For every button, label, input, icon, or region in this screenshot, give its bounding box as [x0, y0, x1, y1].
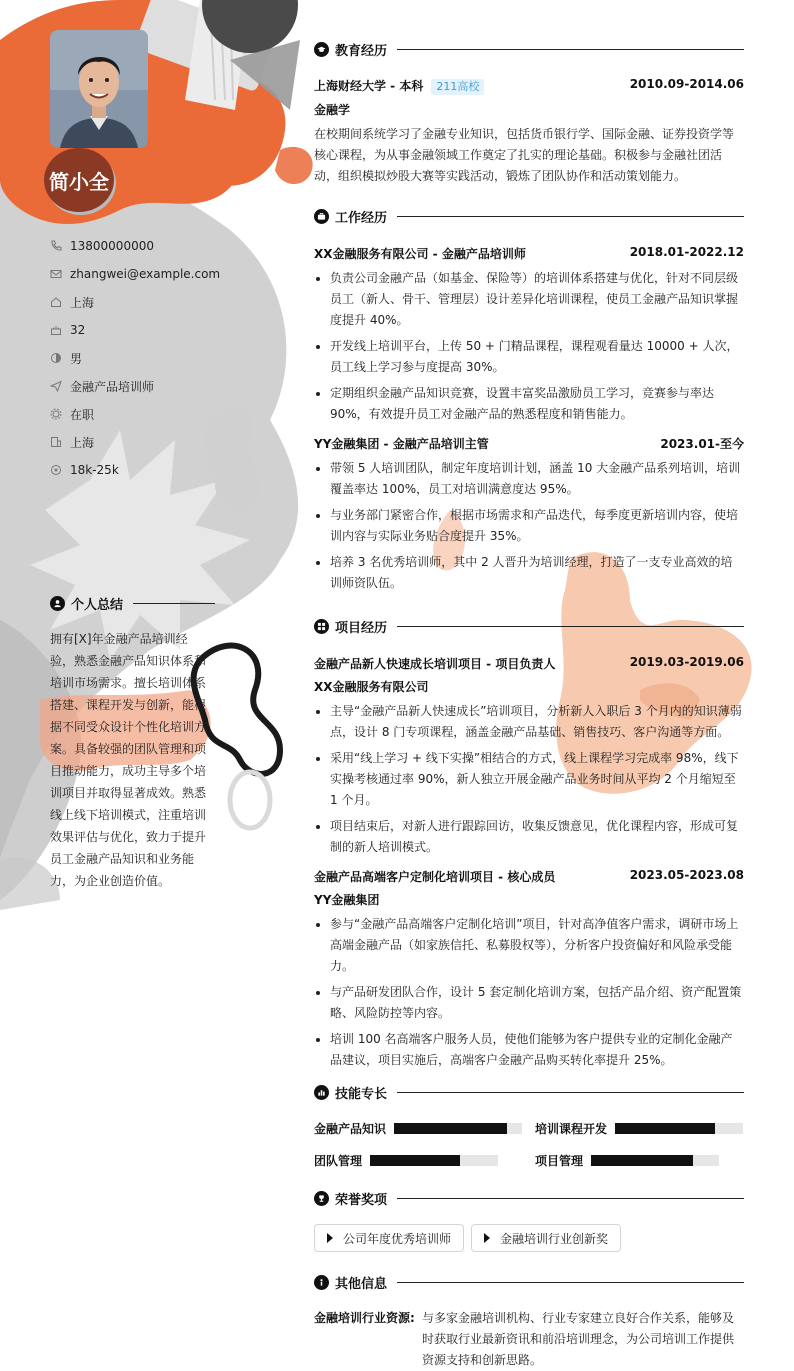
home-icon [50, 296, 62, 308]
section-title: 工作经历 [335, 211, 388, 226]
info-phone [50, 232, 260, 260]
school-name: 上海财经大学 - 本科 [314, 79, 424, 93]
grid-icon [314, 619, 329, 634]
skill-name: 团队管理 [314, 1154, 363, 1168]
info-text: 金融产品培训师 [70, 379, 155, 394]
education-header [314, 40, 744, 59]
summary-text: 拥有[X]年金融产品培训经验，熟悉金融产品知识体系和培训市场需求。擅长培训体系搭建、课程开发与创新，能根据不同受众设计个性化培训方案。具备较强的团队管理和项目推动能力，成功主导多个培训项目并取得显著成效。熟悉线上线下培训模式，注重培训效果评估与优化，致力于提升员工金融产品知识和业务能力，为企业创造价值。 [50, 632, 207, 888]
skill-item [314, 1120, 522, 1137]
section-divider [397, 216, 744, 217]
section-divider [397, 1092, 744, 1093]
education-date: 2010.09-2014.06 [629, 77, 744, 91]
info-status [50, 400, 260, 428]
building-icon [50, 436, 62, 448]
award-label: 金融培训行业创新奖 [500, 1231, 609, 1246]
skill-name: 培训课程开发 [535, 1122, 608, 1136]
job-row [314, 435, 744, 452]
play-icon [327, 1233, 333, 1243]
projects-header [314, 617, 744, 636]
section-divider [133, 603, 215, 604]
award-chip [314, 1224, 464, 1252]
list-item: 与业务部门紧密合作，根据市场需求和产品迭代，每季度更新培训内容，使培训内容与实际业务贴合度提升 35%。 [314, 505, 744, 547]
skill-name: 金融产品知识 [314, 1122, 387, 1136]
list-item: 与产品研发团队合作，设计 5 套定制化培训方案，包括产品介绍、资产配置策略、风险防控等内容。 [314, 982, 744, 1024]
section-title: 个人总结 [71, 598, 124, 613]
education-description: 在校期间系统学习了金融专业知识，包括货币银行学、国际金融、证券投资学等核心课程，为从事金融领域工作奠定了扎实的理论基础。积极参与金融社团活动，组织模拟炒股大赛等实践活动，锻炼了团队协作和活动策划能力。 [314, 127, 735, 183]
skill-bar-fill [615, 1123, 715, 1134]
section-divider [397, 1282, 744, 1283]
project-bullets [314, 914, 744, 1071]
info-icon [314, 1275, 329, 1290]
list-item: 参与“金融产品高端客户定制化培训”项目，针对高净值客户需求，调研市场上高端金融产品（如家族信托、私募股权等），分析客户投资偏好和风险承受能力。 [314, 914, 744, 977]
awards-section [314, 1189, 744, 1208]
info-location [50, 288, 260, 316]
list-item: 培训 100 名高端客户服务人员，使他们能够为客户提供专业的定制化金融产品建议，项目实施后，高端客户金融产品购买转化率提升 25%。 [314, 1029, 744, 1071]
skill-bar [394, 1123, 522, 1134]
user-icon [50, 596, 65, 611]
other-label: 金融培训行业资源: [314, 1311, 415, 1325]
project-row [314, 655, 744, 672]
profile-photo [50, 30, 148, 148]
info-text: 13800000000 [70, 239, 154, 253]
section-title: 教育经历 [335, 44, 388, 59]
project-org: YY金融集团 [314, 893, 380, 907]
info-gender [50, 344, 260, 372]
info-text: 上海 [70, 435, 95, 450]
list-item: 定期组织金融产品知识竞赛，设置丰富奖品激励员工学习，竞赛参与率达 90%，有效提升员工对金融产品的熟悉程度和销售能力。 [314, 383, 744, 425]
info-age [50, 316, 260, 344]
email-icon [50, 268, 62, 280]
list-item: 负责公司金融产品（如基金、保险等）的培训体系搭建与优化，针对不同层级员工（新人、骨干、管理层）设计差异化培训课程，使员工金融产品知识掌握度提升 40%。 [314, 268, 744, 331]
info-text: 男 [70, 351, 83, 366]
project-date: 2019.03-2019.06 [629, 655, 744, 669]
job-company: XX金融服务有限公司 - 金融产品培训师 [314, 247, 526, 261]
other-row [314, 1308, 744, 1371]
info-salary [50, 456, 260, 484]
bar-chart-icon [314, 1085, 329, 1100]
job-bullets [314, 458, 744, 594]
info-text: 32 [70, 323, 86, 337]
info-text: zhangwei@example.com [70, 267, 221, 281]
award-chip [471, 1224, 621, 1252]
work-section [314, 207, 744, 599]
project-name: 金融产品新人快速成长培训项目 - 项目负责人 [314, 657, 556, 671]
section-title: 其他信息 [335, 1277, 388, 1292]
summary-header [50, 594, 215, 613]
project-org: XX金融服务有限公司 [314, 680, 429, 694]
skill-name: 项目管理 [535, 1154, 584, 1168]
section-title: 项目经历 [335, 621, 388, 636]
info-city [50, 428, 260, 456]
project-date: 2023.05-2023.08 [629, 868, 744, 882]
candidate-name: 简小全 [49, 169, 109, 194]
section-divider [397, 626, 744, 627]
info-text: 在职 [70, 407, 95, 422]
trophy-icon [314, 1191, 329, 1206]
send-icon [50, 380, 62, 392]
other-value: 与多家金融培训机构、行业专家建立良好合作关系，能够及时获取行业最新资讯和前沿培训理念，为公司培训工作提供资源支持和创新思路。 [422, 1311, 735, 1367]
list-item: 带领 5 人培训团队，制定年度培训计划，涵盖 10 大金融产品系列培训，培训覆盖率达 100%，员工对培训满意度达 95%。 [314, 458, 744, 500]
work-header [314, 207, 744, 226]
section-title: 荣誉奖项 [335, 1193, 388, 1208]
skill-item [314, 1152, 498, 1169]
info-email [50, 260, 260, 288]
job-date: 2023.01-至今 [660, 437, 744, 451]
skill-bar [615, 1123, 743, 1134]
status-icon [50, 408, 62, 420]
name-badge [44, 148, 114, 212]
skill-item [535, 1120, 743, 1137]
salary-icon [50, 464, 62, 476]
section-divider [397, 1198, 744, 1199]
job-company: YY金融集团 - 金融产品培训主管 [314, 437, 489, 451]
list-item: 开发线上培训平台，上传 50 + 门精品课程，课程观看量达 10000 + 人次，员工线上学习参与度提高 30%。 [314, 336, 744, 378]
job-bullets [314, 268, 744, 425]
project-row [314, 868, 744, 885]
education-section [314, 40, 744, 187]
list-item: 项目结束后，对新人进行跟踪回访，收集反馈意见，优化课程内容，形成可复制的新人培训模式。 [314, 816, 744, 858]
gender-icon [50, 352, 62, 364]
job-date: 2018.01-2022.12 [629, 245, 744, 259]
skill-item [535, 1152, 719, 1169]
info-text: 上海 [70, 295, 95, 310]
education-row [314, 77, 744, 95]
phone-icon [50, 240, 62, 252]
award-label: 公司年度优秀培训师 [343, 1231, 452, 1246]
info-position [50, 372, 260, 400]
graduation-cap-icon [314, 42, 329, 57]
project-bullets [314, 701, 744, 858]
skill-bar-fill [370, 1155, 460, 1166]
info-text: 18k-25k [70, 463, 119, 477]
skill-bar-fill [591, 1155, 693, 1166]
skills-section [314, 1083, 744, 1102]
other-header [314, 1273, 744, 1292]
awards-header [314, 1189, 744, 1208]
contact-info-list [50, 232, 260, 484]
project-name: 金融产品高端客户定制化培训项目 - 核心成员 [314, 870, 556, 884]
projects-section [314, 617, 744, 1076]
skill-bar [591, 1155, 719, 1166]
list-item: 培养 3 名优秀培训师，其中 2 人晋升为培训经理，打造了一支专业高效的培训师资队伍。 [314, 552, 744, 594]
education-major: 金融学 [314, 103, 351, 117]
list-item: 采用“线上学习 + 线下实操”相结合的方式，线上课程学习完成率 98%，线下实操考核通过率 90%，新人独立开展金融产品业务时间从平均 2 个月缩短至 1 个月。 [314, 748, 744, 811]
job-row [314, 245, 744, 262]
school-tag: 211高校 [431, 79, 484, 95]
list-item: 主导“金融产品新人快速成长”培训项目，分析新人入职后 3 个月内的知识薄弱点，设计 8 门专项课程，涵盖金融产品基础、销售技巧、客户沟通等方面。 [314, 701, 744, 743]
other-section [314, 1273, 744, 1371]
skill-bar [370, 1155, 498, 1166]
skills-header [314, 1083, 744, 1102]
skill-bar-fill [394, 1123, 507, 1134]
section-title: 技能专长 [335, 1087, 388, 1102]
section-divider [397, 49, 744, 50]
age-icon [50, 324, 62, 336]
play-icon [484, 1233, 490, 1243]
briefcase-icon [314, 209, 329, 224]
